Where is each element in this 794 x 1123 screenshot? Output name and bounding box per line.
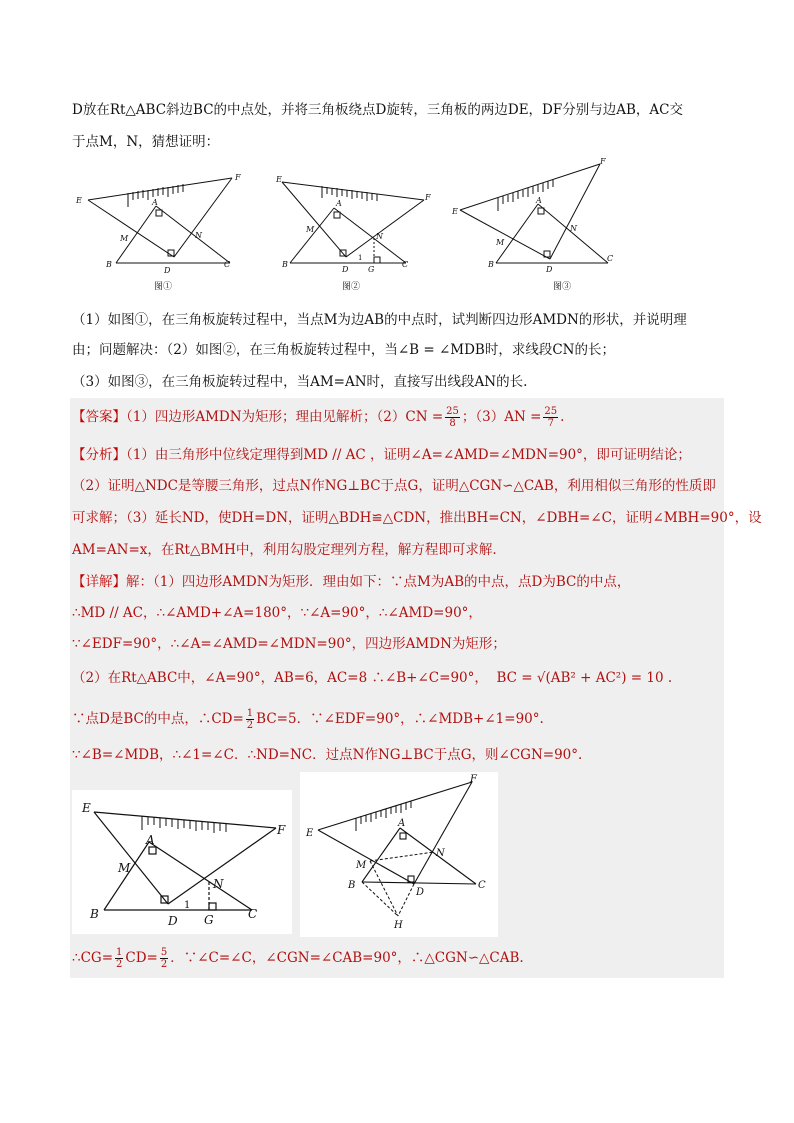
svg-text:F: F xyxy=(470,774,477,785)
question-3: （3）如图③，在三角板旋转过程中，当AM=AN时，直接写出线段AN的长. xyxy=(72,374,528,390)
svg-text:M: M xyxy=(356,860,367,871)
svg-text:C: C xyxy=(248,907,258,921)
detail-figure-right-frame xyxy=(300,772,498,937)
detail-line-1: 【详解】解：（1）四边形AMDN为矩形．理由如下：∵点M为AB的中点，点D为BC的中点， xyxy=(72,574,631,590)
svg-text:B: B xyxy=(348,880,356,891)
svg-text:E: E xyxy=(82,801,91,815)
svg-text:G: G xyxy=(368,265,375,274)
svg-text:H: H xyxy=(394,920,403,931)
question-1-line-2: 由；问题解决：（2）如图②，在三角板旋转过程中，当∠B = ∠MDB时，求线段CN的长； xyxy=(72,342,615,358)
svg-text:A: A xyxy=(152,198,158,207)
detail-tag: 【详解】 xyxy=(72,574,126,590)
detail-fraction-cg: $\frac{1}{2}$ xyxy=(116,947,123,970)
detail-line-2: ∴MD // AC，∴∠AMD+∠A=180°，∵∠A=90°，∴∠AMD=90°， xyxy=(72,605,482,621)
svg-text:C: C xyxy=(224,260,231,269)
question-1-line-1: （1）如图①，在三角板旋转过程中，当点M为边AB的中点时，试判断四边形AMDN的形状，并说明理 xyxy=(72,312,687,328)
svg-text:B: B xyxy=(488,260,494,269)
answer-fraction-2: $\frac{25}{7}$ xyxy=(544,406,558,429)
svg-text:N: N xyxy=(376,232,383,241)
analysis-line-2: （2）证明△NDC是等腰三角形，过点N作NG⊥BC于点G，证明△CGN∽△CAB，利用相似三角形的性质即 xyxy=(72,478,716,494)
svg-text:N: N xyxy=(213,877,224,891)
detail-figure-left xyxy=(72,790,292,934)
svg-text:M: M xyxy=(496,238,505,247)
detail-line-5: ∵点D是BC的中点，∴CD= $\frac{1}{2}$ BC=5．∵∠EDF=90°，∴∠MDB+∠1=90°. xyxy=(72,708,544,731)
svg-text:C: C xyxy=(478,880,486,891)
svg-text:A: A xyxy=(398,818,406,829)
svg-text:E: E xyxy=(306,828,314,839)
detail-line-7: ∴CG= $\frac{1}{2}$ CD= $\frac{5}{2}$ ．∵∠C=∠C，∠CGN=∠CAB=90°，∴△CGN∽△CAB. xyxy=(72,947,524,970)
svg-text:A: A xyxy=(146,833,155,847)
intro-line-2: 于点M，N，猜想证明： xyxy=(72,134,220,150)
svg-text:N: N xyxy=(436,848,445,859)
answer-fraction-1: $\frac{25}{8}$ xyxy=(446,406,459,429)
figure-2 xyxy=(272,168,442,296)
svg-text:B: B xyxy=(106,260,112,269)
svg-text:D: D xyxy=(546,265,553,274)
svg-text:A: A xyxy=(536,196,542,205)
svg-text:N: N xyxy=(570,224,577,233)
figure-3-caption: 图③ xyxy=(553,282,572,292)
svg-text:F: F xyxy=(425,193,431,202)
detail-figure-left-frame xyxy=(72,790,292,934)
svg-text:E: E xyxy=(276,175,282,184)
svg-text:D: D xyxy=(168,914,178,928)
svg-text:D: D xyxy=(416,887,425,898)
svg-text:D: D xyxy=(342,265,349,274)
analysis-line-4: AM=AN=x，在Rt△BMH中，利用勾股定理列方程，解方程即可求解. xyxy=(72,542,497,558)
analysis-line-1: 【分析】（1）由三角形中位线定理得到MD // AC ，证明∠A=∠AMD=∠MDN=90°，即可证明结论； xyxy=(72,447,691,463)
answer-tag: 【答案】 xyxy=(72,409,126,425)
figure-1-caption: 图① xyxy=(154,282,173,292)
svg-text:M: M xyxy=(118,861,131,875)
svg-text:F: F xyxy=(277,823,286,837)
svg-text:E: E xyxy=(452,207,458,216)
svg-text:F: F xyxy=(600,158,606,166)
svg-text:1: 1 xyxy=(184,900,191,911)
svg-text:B: B xyxy=(282,260,288,269)
analysis-line-3: 可求解；（3）延长ND，使DH=DN，证明△BDH≌△CDN，推出BH=CN，∠DBH=∠C，证明∠MBH=90°，设 xyxy=(72,510,762,526)
svg-text:M: M xyxy=(306,225,315,234)
analysis-tag: 【分析】 xyxy=(72,447,126,463)
svg-text:N: N xyxy=(195,231,202,240)
svg-text:G: G xyxy=(204,913,214,927)
detail-figure-right xyxy=(300,772,498,937)
detail-fraction-cd: $\frac{5}{2}$ xyxy=(160,947,168,970)
detail-line-6: ∵∠B=∠MDB，∴∠1=∠C．∴ND=NC．过点N作NG⊥BC于点G，则∠CGN=90°. xyxy=(72,747,583,763)
svg-text:M: M xyxy=(120,234,129,243)
svg-text:F: F xyxy=(235,173,241,182)
detail-line-3: ∵∠EDF=90°，∴∠A=∠AMD=∠MDN=90°，四边形AMDN为矩形； xyxy=(72,636,506,652)
detail-fraction-half: $\frac{1}{2}$ xyxy=(246,708,254,731)
svg-text:E: E xyxy=(76,196,82,205)
svg-text:B: B xyxy=(90,907,99,921)
svg-text:1: 1 xyxy=(358,254,363,262)
figure-2-caption: 图② xyxy=(342,282,361,292)
figure-1 xyxy=(72,168,252,296)
svg-text:D: D xyxy=(164,266,171,275)
detail-line-4: （2）在Rt△ABC中，∠A=90°，AB=6，AC=8 ∴∠B+∠C=90°， BC = √(AB² + AC²) = 10 . xyxy=(72,670,673,686)
svg-text:A: A xyxy=(336,199,342,208)
svg-text:C: C xyxy=(402,260,409,269)
answer-line: 【答案】（1）四边形AMDN为矩形；理由见解析；（2）CN = $\frac{25}{8}$ ；（3）AN = $\frac{25}{7}$ . xyxy=(72,406,565,429)
intro-line-1: D放在Rt△ABC斜边BC的中点处，并将三角板绕点D旋转，三角板的两边DE，DF分别与边AB，AC交 xyxy=(72,102,683,118)
svg-text:C: C xyxy=(607,254,614,263)
figure-3 xyxy=(450,158,620,296)
